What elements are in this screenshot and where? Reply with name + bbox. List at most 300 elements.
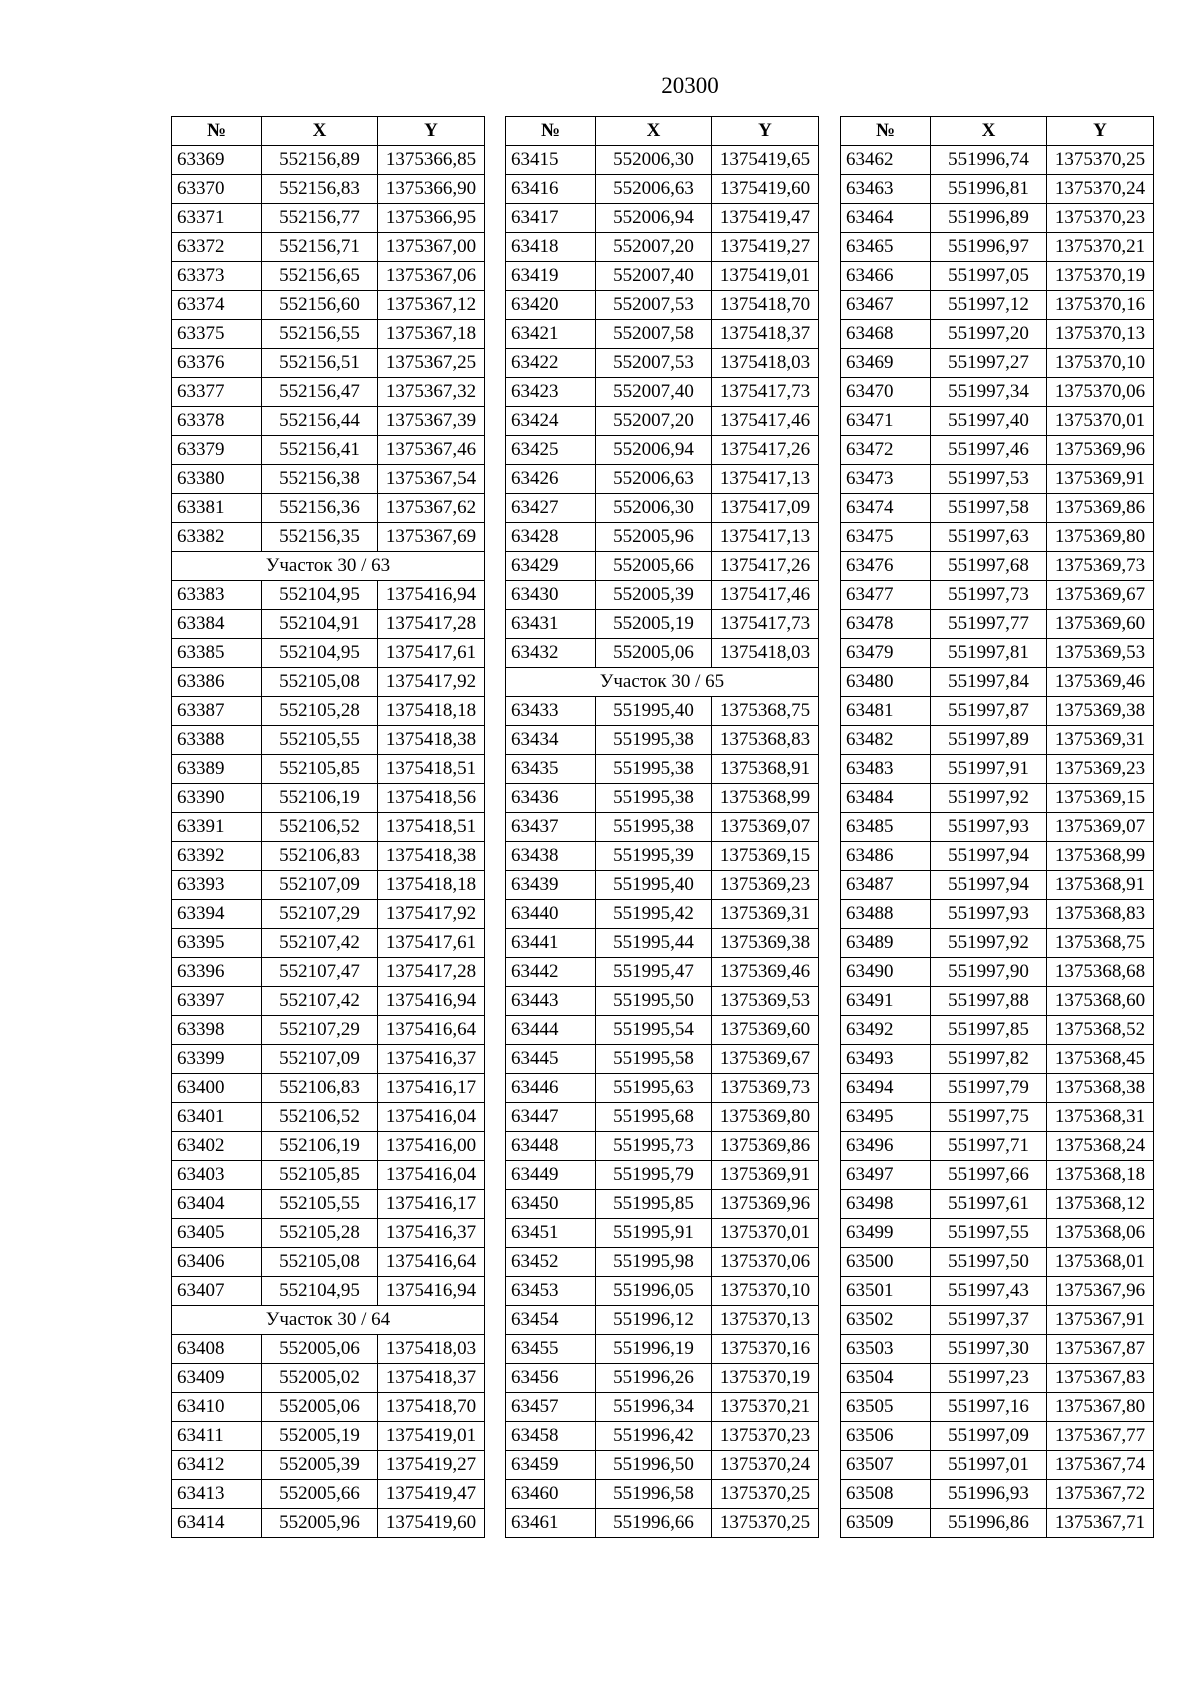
y-coordinate: 1375370,24 [1047,175,1154,204]
y-coordinate: 1375416,64 [378,1016,485,1045]
x-coordinate: 552105,08 [262,668,378,697]
table-row [841,697,1154,726]
point-number: 63431 [506,610,596,639]
point-number: 63380 [172,465,262,494]
point-number: 63471 [841,407,931,436]
x-coordinate: 551997,68 [931,552,1047,581]
point-number: 63371 [172,204,262,233]
point-number: 63478 [841,610,931,639]
x-coordinate: 551996,26 [596,1364,712,1393]
point-number: 63400 [172,1074,262,1103]
x-coordinate: 551996,74 [931,146,1047,175]
point-number: 63475 [841,523,931,552]
table-row [172,784,485,813]
table-row [172,436,485,465]
y-coordinate: 1375370,10 [1047,349,1154,378]
y-coordinate: 1375368,83 [712,726,819,755]
table-row [841,1074,1154,1103]
table-row [506,1422,819,1451]
point-number: 63489 [841,929,931,958]
y-coordinate: 1375369,46 [712,958,819,987]
y-coordinate: 1375368,01 [1047,1248,1154,1277]
x-coordinate: 551995,38 [596,755,712,784]
point-number: 63435 [506,755,596,784]
point-number: 63493 [841,1045,931,1074]
point-number: 63440 [506,900,596,929]
table-row [506,465,819,494]
table-row [172,1016,485,1045]
point-number: 63499 [841,1219,931,1248]
x-coordinate: 551995,47 [596,958,712,987]
table-header-row [841,117,1154,146]
x-coordinate: 552005,06 [262,1335,378,1364]
table-row [172,204,485,233]
y-coordinate: 1375417,61 [378,639,485,668]
x-coordinate: 551997,75 [931,1103,1047,1132]
y-coordinate: 1375369,38 [1047,697,1154,726]
table-row [841,1393,1154,1422]
x-coordinate: 552104,95 [262,639,378,668]
y-coordinate: 1375370,01 [1047,407,1154,436]
point-number: 63456 [506,1364,596,1393]
point-number: 63443 [506,987,596,1016]
y-coordinate: 1375367,18 [378,320,485,349]
x-coordinate: 552007,53 [596,349,712,378]
x-coordinate: 552005,96 [262,1509,378,1538]
x-coordinate: 551995,73 [596,1132,712,1161]
y-coordinate: 1375417,46 [712,407,819,436]
table-row [841,378,1154,407]
point-number: 63394 [172,900,262,929]
x-coordinate: 552107,47 [262,958,378,987]
x-coordinate: 552006,94 [596,436,712,465]
table-row [506,407,819,436]
x-coordinate: 552007,40 [596,262,712,291]
y-coordinate: 1375419,27 [378,1451,485,1480]
x-coordinate: 552156,83 [262,175,378,204]
x-coordinate: 552007,20 [596,407,712,436]
point-number: 63425 [506,436,596,465]
x-coordinate: 552156,77 [262,204,378,233]
x-coordinate: 551995,98 [596,1248,712,1277]
x-coordinate: 552104,91 [262,610,378,639]
x-coordinate: 551997,05 [931,262,1047,291]
y-coordinate: 1375416,37 [378,1045,485,1074]
y-coordinate: 1375366,95 [378,204,485,233]
x-coordinate: 551997,66 [931,1161,1047,1190]
point-number: 63429 [506,552,596,581]
y-coordinate: 1375370,06 [1047,378,1154,407]
x-coordinate: 552104,95 [262,1277,378,1306]
table-row [506,320,819,349]
header-x: X [262,117,378,146]
y-coordinate: 1375417,28 [378,958,485,987]
x-coordinate: 551997,20 [931,320,1047,349]
x-coordinate: 552156,60 [262,291,378,320]
point-number: 63473 [841,465,931,494]
y-coordinate: 1375367,74 [1047,1451,1154,1480]
x-coordinate: 551996,97 [931,233,1047,262]
page-number: 20300 [661,73,719,98]
table-row [841,407,1154,436]
point-number: 63492 [841,1016,931,1045]
point-number: 63426 [506,465,596,494]
point-number: 63379 [172,436,262,465]
table-row [841,1045,1154,1074]
table-row [841,1509,1154,1538]
x-coordinate: 552105,28 [262,697,378,726]
point-number: 63417 [506,204,596,233]
y-coordinate: 1375369,23 [1047,755,1154,784]
x-coordinate: 551997,85 [931,1016,1047,1045]
y-coordinate: 1375418,18 [378,871,485,900]
point-number: 63437 [506,813,596,842]
x-coordinate: 552007,58 [596,320,712,349]
y-coordinate: 1375417,13 [712,523,819,552]
x-coordinate: 551997,01 [931,1451,1047,1480]
x-coordinate: 552107,09 [262,871,378,900]
x-coordinate: 551997,58 [931,494,1047,523]
x-coordinate: 551995,85 [596,1190,712,1219]
y-coordinate: 1375369,80 [712,1103,819,1132]
y-coordinate: 1375419,60 [712,175,819,204]
y-coordinate: 1375370,16 [712,1335,819,1364]
y-coordinate: 1375418,03 [712,349,819,378]
y-coordinate: 1375418,51 [378,813,485,842]
x-coordinate: 551997,87 [931,697,1047,726]
y-coordinate: 1375419,47 [712,204,819,233]
x-coordinate: 552005,19 [596,610,712,639]
table-row [172,755,485,784]
table-row [172,262,485,291]
point-number: 63396 [172,958,262,987]
table-row [841,1132,1154,1161]
y-coordinate: 1375368,06 [1047,1219,1154,1248]
section-row [172,1306,485,1335]
point-number: 63468 [841,320,931,349]
table-row [841,871,1154,900]
table-row [506,1132,819,1161]
y-coordinate: 1375367,80 [1047,1393,1154,1422]
y-coordinate: 1375370,06 [712,1248,819,1277]
y-coordinate: 1375368,12 [1047,1190,1154,1219]
table-row [506,900,819,929]
x-coordinate: 551997,53 [931,465,1047,494]
point-number: 63494 [841,1074,931,1103]
y-coordinate: 1375367,54 [378,465,485,494]
table-row [172,1422,485,1451]
point-number: 63449 [506,1161,596,1190]
table-row [841,1451,1154,1480]
point-number: 63403 [172,1161,262,1190]
point-number: 63451 [506,1219,596,1248]
table-row [841,1277,1154,1306]
x-coordinate: 552156,36 [262,494,378,523]
table-row [506,1161,819,1190]
y-coordinate: 1375419,60 [378,1509,485,1538]
x-coordinate: 552006,63 [596,465,712,494]
x-coordinate: 552107,29 [262,900,378,929]
table-row [506,523,819,552]
x-coordinate: 552105,85 [262,1161,378,1190]
x-coordinate: 552006,63 [596,175,712,204]
y-coordinate: 1375416,17 [378,1074,485,1103]
point-number: 63422 [506,349,596,378]
point-number: 63373 [172,262,262,291]
point-number: 63459 [506,1451,596,1480]
x-coordinate: 551997,12 [931,291,1047,320]
section-title: Участок 30 / 65 [506,668,819,697]
x-coordinate: 552107,09 [262,1045,378,1074]
table-row [506,813,819,842]
x-coordinate: 551997,94 [931,871,1047,900]
table-row [841,204,1154,233]
y-coordinate: 1375417,92 [378,900,485,929]
y-coordinate: 1375368,60 [1047,987,1154,1016]
point-number: 63395 [172,929,262,958]
table-row [172,610,485,639]
point-number: 63439 [506,871,596,900]
y-coordinate: 1375370,23 [1047,204,1154,233]
point-number: 63381 [172,494,262,523]
point-number: 63411 [172,1422,262,1451]
y-coordinate: 1375367,96 [1047,1277,1154,1306]
table-row [172,465,485,494]
header-y: Y [1047,117,1154,146]
point-number: 63419 [506,262,596,291]
table-row [841,1422,1154,1451]
x-coordinate: 552106,19 [262,784,378,813]
table-row [506,726,819,755]
y-coordinate: 1375369,31 [1047,726,1154,755]
point-number: 63377 [172,378,262,407]
point-number: 63481 [841,697,931,726]
table-row [506,958,819,987]
y-coordinate: 1375370,21 [1047,233,1154,262]
x-coordinate: 551997,73 [931,581,1047,610]
y-coordinate: 1375370,19 [712,1364,819,1393]
section-row [506,668,819,697]
point-number: 63434 [506,726,596,755]
table-row [841,552,1154,581]
y-coordinate: 1375370,16 [1047,291,1154,320]
x-coordinate: 552107,29 [262,1016,378,1045]
x-coordinate: 552156,65 [262,262,378,291]
x-coordinate: 552005,39 [596,581,712,610]
y-coordinate: 1375416,00 [378,1132,485,1161]
point-number: 63408 [172,1335,262,1364]
point-number: 63436 [506,784,596,813]
table-row [506,987,819,1016]
y-coordinate: 1375419,47 [378,1480,485,1509]
x-coordinate: 551995,38 [596,813,712,842]
coordinate-table-1 [171,116,485,1538]
table-row [841,929,1154,958]
y-coordinate: 1375370,10 [712,1277,819,1306]
table-row [506,755,819,784]
y-coordinate: 1375367,00 [378,233,485,262]
y-coordinate: 1375418,37 [378,1364,485,1393]
header-num: № [841,117,931,146]
table-row [172,697,485,726]
table-row [172,871,485,900]
y-coordinate: 1375418,38 [378,842,485,871]
x-coordinate: 552005,96 [596,523,712,552]
table-row [506,1016,819,1045]
x-coordinate: 551997,93 [931,813,1047,842]
header-x: X [596,117,712,146]
table-row [172,291,485,320]
y-coordinate: 1375367,06 [378,262,485,291]
point-number: 63382 [172,523,262,552]
y-coordinate: 1375418,51 [378,755,485,784]
point-number: 63433 [506,697,596,726]
point-number: 63506 [841,1422,931,1451]
x-coordinate: 552107,42 [262,929,378,958]
y-coordinate: 1375416,94 [378,987,485,1016]
x-coordinate: 551997,46 [931,436,1047,465]
y-coordinate: 1375370,01 [712,1219,819,1248]
y-coordinate: 1375369,23 [712,871,819,900]
table-row [172,1393,485,1422]
y-coordinate: 1375416,64 [378,1248,485,1277]
x-coordinate: 551997,94 [931,842,1047,871]
y-coordinate: 1375369,67 [712,1045,819,1074]
point-number: 63447 [506,1103,596,1132]
point-number: 63480 [841,668,931,697]
y-coordinate: 1375368,38 [1047,1074,1154,1103]
table-row [172,726,485,755]
x-coordinate: 551997,71 [931,1132,1047,1161]
table-row [172,175,485,204]
point-number: 63386 [172,668,262,697]
table-row [841,755,1154,784]
table-row [172,523,485,552]
y-coordinate: 1375367,83 [1047,1364,1154,1393]
point-number: 63488 [841,900,931,929]
table-row [841,1103,1154,1132]
x-coordinate: 551995,44 [596,929,712,958]
table-row [506,697,819,726]
point-number: 63462 [841,146,931,175]
x-coordinate: 551996,05 [596,1277,712,1306]
table-row [841,1306,1154,1335]
point-number: 63424 [506,407,596,436]
y-coordinate: 1375418,18 [378,697,485,726]
table-row [172,987,485,1016]
x-coordinate: 551997,81 [931,639,1047,668]
table-row [841,668,1154,697]
x-coordinate: 552105,55 [262,726,378,755]
y-coordinate: 1375369,86 [712,1132,819,1161]
point-number: 63418 [506,233,596,262]
x-coordinate: 552105,85 [262,755,378,784]
x-coordinate: 552106,83 [262,842,378,871]
y-coordinate: 1375370,25 [712,1509,819,1538]
table-row [172,813,485,842]
table-row [841,146,1154,175]
point-number: 63378 [172,407,262,436]
x-coordinate: 552105,28 [262,1219,378,1248]
table-row [506,1480,819,1509]
section-row [172,552,485,581]
point-number: 63486 [841,842,931,871]
y-coordinate: 1375368,45 [1047,1045,1154,1074]
table-header-row [506,117,819,146]
table-row [172,1219,485,1248]
point-number: 63402 [172,1132,262,1161]
x-coordinate: 552006,30 [596,146,712,175]
x-coordinate: 551997,55 [931,1219,1047,1248]
y-coordinate: 1375418,03 [712,639,819,668]
y-coordinate: 1375417,13 [712,465,819,494]
table-row [841,436,1154,465]
y-coordinate: 1375368,68 [1047,958,1154,987]
table-header-row [172,117,485,146]
y-coordinate: 1375369,96 [712,1190,819,1219]
table-row [172,1161,485,1190]
table-row [506,233,819,262]
table-row [172,494,485,523]
y-coordinate: 1375419,01 [378,1422,485,1451]
x-coordinate: 551997,50 [931,1248,1047,1277]
y-coordinate: 1375367,12 [378,291,485,320]
y-coordinate: 1375368,99 [1047,842,1154,871]
x-coordinate: 551997,92 [931,784,1047,813]
y-coordinate: 1375368,52 [1047,1016,1154,1045]
point-number: 63406 [172,1248,262,1277]
x-coordinate: 551995,38 [596,784,712,813]
table-row [506,581,819,610]
x-coordinate: 551995,58 [596,1045,712,1074]
x-coordinate: 552007,53 [596,291,712,320]
x-coordinate: 552106,52 [262,813,378,842]
table-row [506,1190,819,1219]
table-row [172,900,485,929]
y-coordinate: 1375369,91 [1047,465,1154,494]
y-coordinate: 1375369,53 [712,987,819,1016]
x-coordinate: 551997,43 [931,1277,1047,1306]
point-number: 63507 [841,1451,931,1480]
point-number: 63399 [172,1045,262,1074]
x-coordinate: 551995,40 [596,871,712,900]
y-coordinate: 1375369,73 [1047,552,1154,581]
table-row [841,175,1154,204]
x-coordinate: 552006,94 [596,204,712,233]
point-number: 63397 [172,987,262,1016]
table-row [841,813,1154,842]
table-row [841,494,1154,523]
point-number: 63389 [172,755,262,784]
table-row [506,639,819,668]
point-number: 63502 [841,1306,931,1335]
point-number: 63485 [841,813,931,842]
point-number: 63438 [506,842,596,871]
point-number: 63374 [172,291,262,320]
y-coordinate: 1375367,62 [378,494,485,523]
x-coordinate: 551997,27 [931,349,1047,378]
table-row [506,1219,819,1248]
y-coordinate: 1375417,46 [712,581,819,610]
table-row [841,987,1154,1016]
point-number: 63501 [841,1277,931,1306]
table-row [172,1190,485,1219]
y-coordinate: 1375368,91 [712,755,819,784]
y-coordinate: 1375369,80 [1047,523,1154,552]
table-row [841,291,1154,320]
x-coordinate: 551997,89 [931,726,1047,755]
x-coordinate: 552005,66 [596,552,712,581]
